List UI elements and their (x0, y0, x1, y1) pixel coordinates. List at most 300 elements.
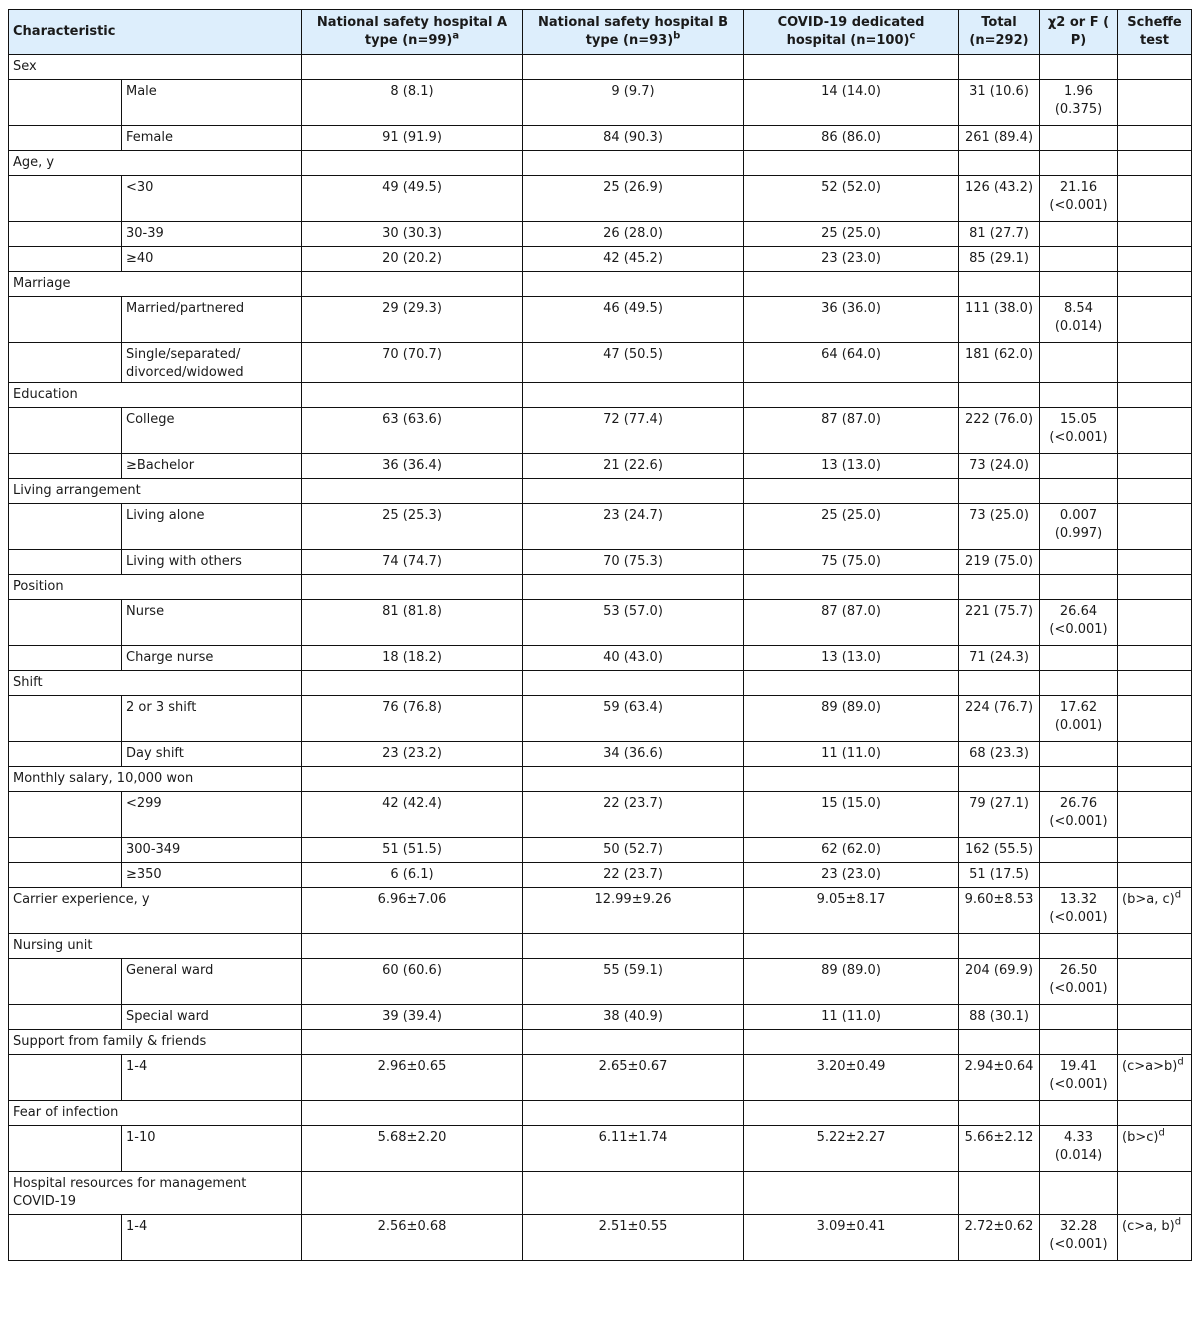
section-label: Age, y (9, 151, 302, 176)
scheffe-footnote: d (1174, 1216, 1182, 1228)
scheffe-cell (1118, 863, 1192, 888)
stat-value: 0.007 (1059, 508, 1098, 523)
scheffe-cell (1118, 297, 1192, 343)
empty-cell (959, 1101, 1040, 1126)
stat-value: 8.54 (1064, 301, 1093, 316)
scheffe-value: (c>a>b) (1122, 1059, 1178, 1074)
indent-cell (9, 126, 122, 151)
indent-cell (9, 696, 122, 742)
value-hospital-b: 72 (77.4) (523, 408, 744, 454)
value-hospital-a: 25 (25.3) (302, 504, 523, 550)
empty-cell (959, 934, 1040, 959)
value-hospital-a: 23 (23.2) (302, 742, 523, 767)
header-total: Total (n=292) (959, 10, 1040, 55)
subcategory-label: <30 (122, 176, 302, 222)
value-covid-hospital: 36 (36.0) (744, 297, 959, 343)
section-header-row (9, 383, 1192, 408)
value-total: 85 (29.1) (959, 247, 1040, 272)
empty-cell (523, 575, 744, 600)
p-value: (<0.001) (1049, 910, 1108, 925)
empty-cell (523, 272, 744, 297)
value-hospital-b: 9 (9.7) (523, 80, 744, 126)
value-hospital-b: 42 (45.2) (523, 247, 744, 272)
header-hospital-a (302, 10, 523, 55)
value-total: 88 (30.1) (959, 1005, 1040, 1030)
scheffe-cell (1118, 1215, 1192, 1261)
empty-cell (302, 1101, 523, 1126)
subcategory-label: Married/partnered (122, 297, 302, 343)
table-row (9, 343, 1192, 383)
scheffe-footnote: d (1174, 889, 1182, 901)
empty-cell (744, 151, 959, 176)
subcategory-label: Special ward (122, 1005, 302, 1030)
table-row (9, 1215, 1192, 1261)
empty-cell (744, 1030, 959, 1055)
empty-cell (302, 479, 523, 504)
scheffe-cell (1118, 600, 1192, 646)
empty-cell (523, 934, 744, 959)
value-hospital-b: 26 (28.0) (523, 222, 744, 247)
value-hospital-a: 51 (51.5) (302, 838, 523, 863)
table-row (9, 80, 1192, 126)
scheffe-cell (1118, 838, 1192, 863)
empty-cell (744, 934, 959, 959)
table-row (9, 454, 1192, 479)
characteristics-table (8, 9, 1192, 1261)
empty-cell (744, 767, 959, 792)
subcategory-label: 30-39 (122, 222, 302, 247)
scheffe-cell (1118, 408, 1192, 454)
empty-cell (1040, 1030, 1118, 1055)
statistic-cell (1040, 696, 1118, 742)
header-covid-hospital-sup: c (909, 30, 916, 42)
empty-cell (523, 383, 744, 408)
empty-cell (523, 1101, 744, 1126)
empty-cell (744, 479, 959, 504)
value-total: 261 (89.4) (959, 126, 1040, 151)
empty-cell (523, 1172, 744, 1215)
empty-cell (744, 1101, 959, 1126)
value-hospital-a: 42 (42.4) (302, 792, 523, 838)
value-hospital-b: 84 (90.3) (523, 126, 744, 151)
empty-cell (959, 767, 1040, 792)
value-hospital-a: 6.96±7.06 (302, 888, 523, 934)
stat-value: 21.16 (1059, 180, 1098, 195)
empty-cell (302, 272, 523, 297)
value-covid-hospital: 9.05±8.17 (744, 888, 959, 934)
statistic-cell (1040, 1126, 1118, 1172)
empty-cell (1040, 1172, 1118, 1215)
empty-cell (1118, 1030, 1192, 1055)
stat-value: 17.62 (1059, 700, 1098, 715)
value-hospital-b: 70 (75.3) (523, 550, 744, 575)
value-covid-hospital: 13 (13.0) (744, 454, 959, 479)
value-hospital-b: 12.99±9.26 (523, 888, 744, 934)
section-label: Support from family & friends (9, 1030, 302, 1055)
value-hospital-a: 91 (91.9) (302, 126, 523, 151)
value-covid-hospital: 14 (14.0) (744, 80, 959, 126)
value-hospital-a: 63 (63.6) (302, 408, 523, 454)
empty-cell (1040, 671, 1118, 696)
empty-cell (302, 575, 523, 600)
value-hospital-a: 81 (81.8) (302, 600, 523, 646)
subcategory-label: General ward (122, 959, 302, 1005)
subcategory-label: Nurse (122, 600, 302, 646)
empty-cell (1040, 767, 1118, 792)
value-covid-hospital: 5.22±2.27 (744, 1126, 959, 1172)
empty-cell (1040, 383, 1118, 408)
statistic-cell (1040, 550, 1118, 575)
scheffe-cell (1118, 959, 1192, 1005)
indent-cell (9, 1126, 122, 1172)
value-hospital-a: 76 (76.8) (302, 696, 523, 742)
value-total: 222 (76.0) (959, 408, 1040, 454)
header-hospital-a-label: National safety hospital A type (n=99) (316, 15, 508, 48)
scheffe-value: (b>c) (1122, 1130, 1159, 1145)
empty-cell (302, 55, 523, 80)
statistic-cell (1040, 959, 1118, 1005)
empty-cell (1118, 671, 1192, 696)
statistic-cell (1040, 80, 1118, 126)
indent-cell (9, 176, 122, 222)
empty-cell (523, 767, 744, 792)
header-covid-hospital-label: COVID-19 dedicated hospital (n=100) (777, 15, 925, 48)
table-row (9, 297, 1192, 343)
value-total: 162 (55.5) (959, 838, 1040, 863)
scheffe-cell (1118, 343, 1192, 383)
value-covid-hospital: 25 (25.0) (744, 504, 959, 550)
empty-cell (302, 767, 523, 792)
empty-cell (1040, 55, 1118, 80)
subcategory-label: 1-4 (122, 1055, 302, 1101)
value-total: 9.60±8.53 (959, 888, 1040, 934)
value-total: 81 (27.7) (959, 222, 1040, 247)
section-label: Shift (9, 671, 302, 696)
empty-cell (959, 575, 1040, 600)
p-value: (<0.001) (1049, 814, 1108, 829)
value-hospital-a: 29 (29.3) (302, 297, 523, 343)
empty-cell (744, 272, 959, 297)
section-header-row (9, 1030, 1192, 1055)
stat-value: 19.41 (1059, 1059, 1098, 1074)
table-row (9, 408, 1192, 454)
scheffe-value: (b>a, c) (1122, 892, 1175, 907)
table-body (9, 55, 1192, 1261)
table-row (9, 176, 1192, 222)
value-total: 79 (27.1) (959, 792, 1040, 838)
scheffe-cell (1118, 504, 1192, 550)
indent-cell (9, 1005, 122, 1030)
stat-value: 1.96 (1064, 84, 1093, 99)
value-total: 126 (43.2) (959, 176, 1040, 222)
indent-cell (9, 600, 122, 646)
value-total: 221 (75.7) (959, 600, 1040, 646)
section-label: Monthly salary, 10,000 won (9, 767, 302, 792)
scheffe-cell (1118, 550, 1192, 575)
empty-cell (744, 383, 959, 408)
table-row (9, 863, 1192, 888)
value-total: 31 (10.6) (959, 80, 1040, 126)
empty-cell (959, 1030, 1040, 1055)
value-covid-hospital: 11 (11.0) (744, 1005, 959, 1030)
p-value: (0.001) (1054, 718, 1103, 733)
subcategory-label: 300-349 (122, 838, 302, 863)
subcategory-label: 1-4 (122, 1215, 302, 1261)
value-covid-hospital: 3.20±0.49 (744, 1055, 959, 1101)
table-row (9, 696, 1192, 742)
subcategory-label: Living with others (122, 550, 302, 575)
table-row (9, 838, 1192, 863)
value-hospital-b: 40 (43.0) (523, 646, 744, 671)
section-header-row (9, 1101, 1192, 1126)
value-total: 68 (23.3) (959, 742, 1040, 767)
scheffe-cell (1118, 696, 1192, 742)
section-label: Sex (9, 55, 302, 80)
header-scheffe: Scheffe test (1118, 10, 1192, 55)
subcategory-label: ≥40 (122, 247, 302, 272)
p-value: (<0.001) (1049, 430, 1108, 445)
p-value: (0.014) (1054, 1148, 1103, 1163)
indent-cell (9, 646, 122, 671)
value-total: 2.94±0.64 (959, 1055, 1040, 1101)
scheffe-value: (c>a, b) (1122, 1219, 1175, 1234)
value-covid-hospital: 64 (64.0) (744, 343, 959, 383)
empty-cell (523, 479, 744, 504)
section-header-row (9, 671, 1192, 696)
indent-cell (9, 742, 122, 767)
empty-cell (1040, 575, 1118, 600)
statistic-cell (1040, 247, 1118, 272)
value-total: 2.72±0.62 (959, 1215, 1040, 1261)
empty-cell (1118, 55, 1192, 80)
empty-cell (744, 671, 959, 696)
subcategory-label: College (122, 408, 302, 454)
indent-cell (9, 408, 122, 454)
subcategory-label: Living alone (122, 504, 302, 550)
empty-cell (1040, 479, 1118, 504)
scheffe-cell (1118, 888, 1192, 934)
section-header-row (9, 934, 1192, 959)
scheffe-cell (1118, 247, 1192, 272)
scheffe-cell (1118, 1005, 1192, 1030)
statistic-cell (1040, 1215, 1118, 1261)
value-covid-hospital: 87 (87.0) (744, 600, 959, 646)
indent-cell (9, 343, 122, 383)
scheffe-footnote: d (1177, 1056, 1184, 1068)
statistic-cell (1040, 646, 1118, 671)
value-hospital-a: 30 (30.3) (302, 222, 523, 247)
value-covid-hospital: 52 (52.0) (744, 176, 959, 222)
value-hospital-b: 34 (36.6) (523, 742, 744, 767)
section-label: Education (9, 383, 302, 408)
statistic-cell (1040, 600, 1118, 646)
value-hospital-a: 70 (70.7) (302, 343, 523, 383)
empty-cell (302, 151, 523, 176)
header-hospital-b-sup: b (673, 30, 681, 42)
statistic-cell (1040, 742, 1118, 767)
value-total: 51 (17.5) (959, 863, 1040, 888)
value-hospital-a: 8 (8.1) (302, 80, 523, 126)
value-hospital-b: 50 (52.7) (523, 838, 744, 863)
p-value: (0.375) (1054, 102, 1103, 117)
value-hospital-b: 55 (59.1) (523, 959, 744, 1005)
p-value: (0.997) (1054, 526, 1103, 541)
empty-cell (744, 1172, 959, 1215)
scheffe-cell (1118, 126, 1192, 151)
value-hospital-a: 5.68±2.20 (302, 1126, 523, 1172)
empty-cell (1118, 151, 1192, 176)
value-covid-hospital: 23 (23.0) (744, 247, 959, 272)
empty-cell (959, 272, 1040, 297)
subcategory-label: Female (122, 126, 302, 151)
section-label: Living arrangement (9, 479, 302, 504)
header-characteristic: Characteristic (9, 10, 302, 55)
statistic-cell (1040, 297, 1118, 343)
value-total: 181 (62.0) (959, 343, 1040, 383)
value-total: 224 (76.7) (959, 696, 1040, 742)
scheffe-cell (1118, 222, 1192, 247)
empty-cell (302, 934, 523, 959)
stat-value: 26.50 (1059, 963, 1098, 978)
statistic-cell (1040, 838, 1118, 863)
header-hospital-a-sup: a (452, 30, 460, 42)
section-header-row (9, 1172, 1192, 1215)
table-row (9, 600, 1192, 646)
indent-cell (9, 504, 122, 550)
statistic-cell (1040, 792, 1118, 838)
indent-cell (9, 959, 122, 1005)
header-covid-hospital (744, 10, 959, 55)
value-hospital-b: 25 (26.9) (523, 176, 744, 222)
empty-cell (1040, 151, 1118, 176)
indent-cell (9, 247, 122, 272)
subcategory-label: ≥350 (122, 863, 302, 888)
empty-cell (1118, 575, 1192, 600)
value-hospital-b: 53 (57.0) (523, 600, 744, 646)
value-covid-hospital: 25 (25.0) (744, 222, 959, 247)
section-label: Hospital resources for management COVID-19 (9, 1172, 302, 1215)
indent-cell (9, 550, 122, 575)
subcategory-label: Charge nurse (122, 646, 302, 671)
empty-cell (1118, 767, 1192, 792)
section-label: Fear of infection (9, 1101, 302, 1126)
indent-cell (9, 863, 122, 888)
value-hospital-b: 46 (49.5) (523, 297, 744, 343)
value-covid-hospital: 15 (15.0) (744, 792, 959, 838)
value-hospital-a: 6 (6.1) (302, 863, 523, 888)
p-value: (<0.001) (1049, 1237, 1108, 1252)
empty-cell (523, 151, 744, 176)
empty-cell (302, 1030, 523, 1055)
value-hospital-a: 74 (74.7) (302, 550, 523, 575)
value-hospital-b: 6.11±1.74 (523, 1126, 744, 1172)
empty-cell (1118, 479, 1192, 504)
statistic-cell (1040, 176, 1118, 222)
table-row (9, 1005, 1192, 1030)
value-hospital-a: 20 (20.2) (302, 247, 523, 272)
empty-cell (1040, 934, 1118, 959)
header-row (9, 10, 1192, 55)
empty-cell (1118, 1172, 1192, 1215)
section-header-row (9, 479, 1192, 504)
indent-cell (9, 80, 122, 126)
value-hospital-a: 2.56±0.68 (302, 1215, 523, 1261)
statistic-cell (1040, 1055, 1118, 1101)
statistic-cell (1040, 343, 1118, 383)
value-hospital-b: 2.51±0.55 (523, 1215, 744, 1261)
empty-cell (302, 671, 523, 696)
stat-value: 13.32 (1059, 892, 1098, 907)
p-value: (<0.001) (1049, 622, 1108, 637)
indent-cell (9, 792, 122, 838)
scheffe-cell (1118, 176, 1192, 222)
empty-cell (1118, 272, 1192, 297)
statistic-cell (1040, 504, 1118, 550)
stat-value: 15.05 (1059, 412, 1098, 427)
empty-cell (959, 55, 1040, 80)
table-row (9, 504, 1192, 550)
statistic-cell (1040, 454, 1118, 479)
indent-cell (9, 297, 122, 343)
p-value: (<0.001) (1049, 981, 1108, 996)
subcategory-label: 2 or 3 shift (122, 696, 302, 742)
value-hospital-a: 39 (39.4) (302, 1005, 523, 1030)
empty-cell (523, 1030, 744, 1055)
empty-cell (302, 383, 523, 408)
value-hospital-b: 59 (63.4) (523, 696, 744, 742)
table-row (9, 126, 1192, 151)
empty-cell (959, 671, 1040, 696)
table-row (9, 1126, 1192, 1172)
stat-value: 26.76 (1059, 796, 1098, 811)
value-hospital-a: 49 (49.5) (302, 176, 523, 222)
table-row (9, 888, 1192, 934)
empty-cell (959, 1172, 1040, 1215)
value-hospital-a: 2.96±0.65 (302, 1055, 523, 1101)
empty-cell (1040, 1101, 1118, 1126)
subcategory-label: Single/separated/ divorced/widowed (122, 343, 302, 383)
stat-value: 4.33 (1064, 1130, 1093, 1145)
section-label: Nursing unit (9, 934, 302, 959)
statistic-cell (1040, 408, 1118, 454)
scheffe-cell (1118, 646, 1192, 671)
section-header-row (9, 55, 1192, 80)
value-total: 73 (24.0) (959, 454, 1040, 479)
value-hospital-b: 23 (24.7) (523, 504, 744, 550)
value-covid-hospital: 87 (87.0) (744, 408, 959, 454)
indent-cell (9, 1215, 122, 1261)
value-hospital-b: 38 (40.9) (523, 1005, 744, 1030)
table-row (9, 959, 1192, 1005)
value-covid-hospital: 3.09±0.41 (744, 1215, 959, 1261)
empty-cell (1118, 934, 1192, 959)
empty-cell (959, 151, 1040, 176)
value-total: 204 (69.9) (959, 959, 1040, 1005)
section-header-row (9, 767, 1192, 792)
indent-cell (9, 222, 122, 247)
scheffe-cell (1118, 792, 1192, 838)
header-hospital-b-label: National safety hospital B type (n=93) (538, 15, 729, 48)
scheffe-footnote: d (1158, 1127, 1165, 1139)
statistic-cell (1040, 222, 1118, 247)
table-row (9, 1055, 1192, 1101)
section-label: Marriage (9, 272, 302, 297)
table-row (9, 222, 1192, 247)
p-value: (0.014) (1054, 319, 1103, 334)
empty-cell (302, 1172, 523, 1215)
indent-cell (9, 1055, 122, 1101)
value-hospital-b: 21 (22.6) (523, 454, 744, 479)
